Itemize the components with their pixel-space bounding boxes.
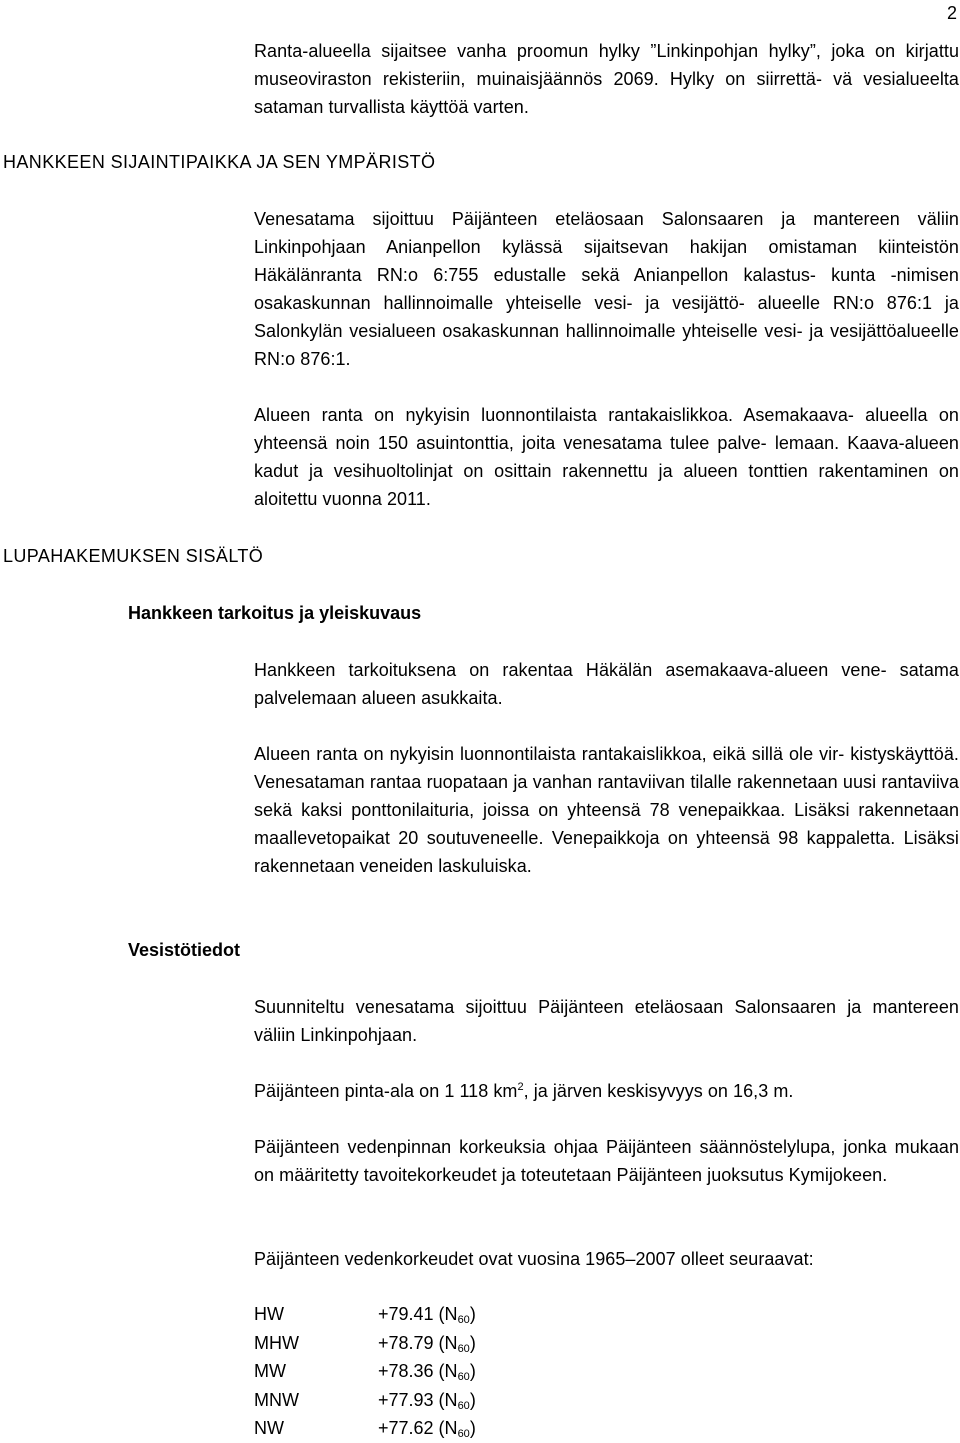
water-level-code: NW (254, 1418, 284, 1439)
water-level-row (254, 1357, 476, 1386)
water-level-value: +78.36 $(N_{60})$ (378, 1361, 476, 1384)
lake-area-paragraph (254, 1077, 959, 1105)
water-level-code: MW (254, 1361, 286, 1382)
section-heading-location: HANKKEEN SIJAINTIPAIKKA JA SEN YMPÄRISTÖ (3, 152, 436, 172)
water-level-code: MHW (254, 1332, 299, 1353)
page-number: 2 (946, 3, 957, 23)
water-level-code: MNW (254, 1389, 299, 1410)
water-level-value: +79.41 $(N_{60})$ (378, 1304, 476, 1326)
section-heading-content: LUPAHAKEMUKSEN SISÄLTÖ (3, 546, 264, 566)
water-location-paragraph: Suunniteltu venesatama sijoittuu Päijänteen eteläosaan Salonsaaren ja mantereen väliin Linkinpohjaan. (254, 997, 959, 1045)
purpose-paragraph: Hankkeen tarkoituksena on rakentaa Häkälän asemakaava-alueen vene- satama palvelemaan alueen asukkaita. (254, 660, 959, 708)
subsection-heading-water: Vesistötiedot (128, 940, 241, 960)
wreck-paragraph: Ranta-alueella sijaitsee vanha proomun hylky ”Linkinpohjan hylky”, joka on kirjattu museoviraston rekisteriin, muinaisjäännös 2069. Hylky on siirrettä- vä vesialueelta sataman turvallista käyttöä varten. (254, 41, 959, 117)
water-level-code: HW (254, 1304, 284, 1324)
water-level-value: +77.62 $(N_{60})$ (378, 1418, 476, 1441)
subsection-heading-purpose: Hankkeen tarkoitus ja yleiskuvaus (128, 603, 422, 623)
water-level-value: +78.79 $(N_{60})$ (378, 1332, 476, 1355)
location-paragraph: Venesatama sijoittuu Päijänteen eteläosaan Salonsaaren ja mantereen väliin Linkinpohjaan Anianpellon kylässä sijaitsevan hakijan omistaman kiinteistön Häkälänranta RN:o 6:755 edustalle sekä Anianpellon kalastus- kunta -nimisen osakaskunnan hallinnoimalle yhteiselle vesi- ja vesijättö- alueelle RN:o 876:1 ja Salonkylän vesialueen osakaskunnan hallinnoimalle yhteiselle vesi- ja vesijättöalueelle RN:o 876:1. (254, 209, 959, 369)
water-level-row (254, 1414, 476, 1443)
lake-area-text: Päijänteen pinta-ala on 1 118 km (254, 1081, 518, 1101)
harbour-description-paragraph: Alueen ranta on nykyisin luonnontilaista rantakaislikkoa, eikä sillä ole vir- kistyskäyttöä. Venesataman rantaa ruopataan ja vanhan rantaviivan tilalle rakennetaan uusi rantaviiva sekä kaksi ponttonilaituria, joissa on yhteensä 78 venepaikkaa. Lisäksi rakennetaan maallevetopaikat 20 soutuveneelle. Venepaikkoja on yhteensä 98 kappaletta. Lisäksi rakennetaan veneiden laskuluiska. (254, 744, 959, 876)
shore-paragraph: Alueen ranta on nykyisin luonnontilaista rantakaislikkoa. Asemakaava- alueella on yhteensä noin 150 asuintonttia, joita venesatama tulee palve- lemaan. Kaava-alueen kadut ja vesihuoltolinjat on osittain rakennettu ja alueen tonttien rakentaminen on aloitettu vuonna 2011. (254, 405, 959, 509)
water-level-row (254, 1300, 476, 1329)
water-level-row (254, 1386, 476, 1415)
area-unit-superscript: 2 (517, 1081, 524, 1093)
water-level-value: +77.93 $(N_{60})$ (378, 1389, 476, 1412)
water-level-row (254, 1329, 476, 1358)
lake-depth-text: , ja järven keskisyvyys on 16,3 m. (523, 1081, 794, 1101)
regulation-paragraph: Päijänteen vedenpinnan korkeuksia ohjaa Päijänteen säännöstelylupa, jonka mukaan on määritetty tavoitekorkeudet ja toteutetaan Päijänteen juoksutus Kymijokeen. (254, 1137, 959, 1185)
water-levels-intro: Päijänteen vedenkorkeudet ovat vuosina 1965–2007 olleet seuraavat: (254, 1249, 814, 1269)
water-levels-list (254, 1300, 476, 1443)
